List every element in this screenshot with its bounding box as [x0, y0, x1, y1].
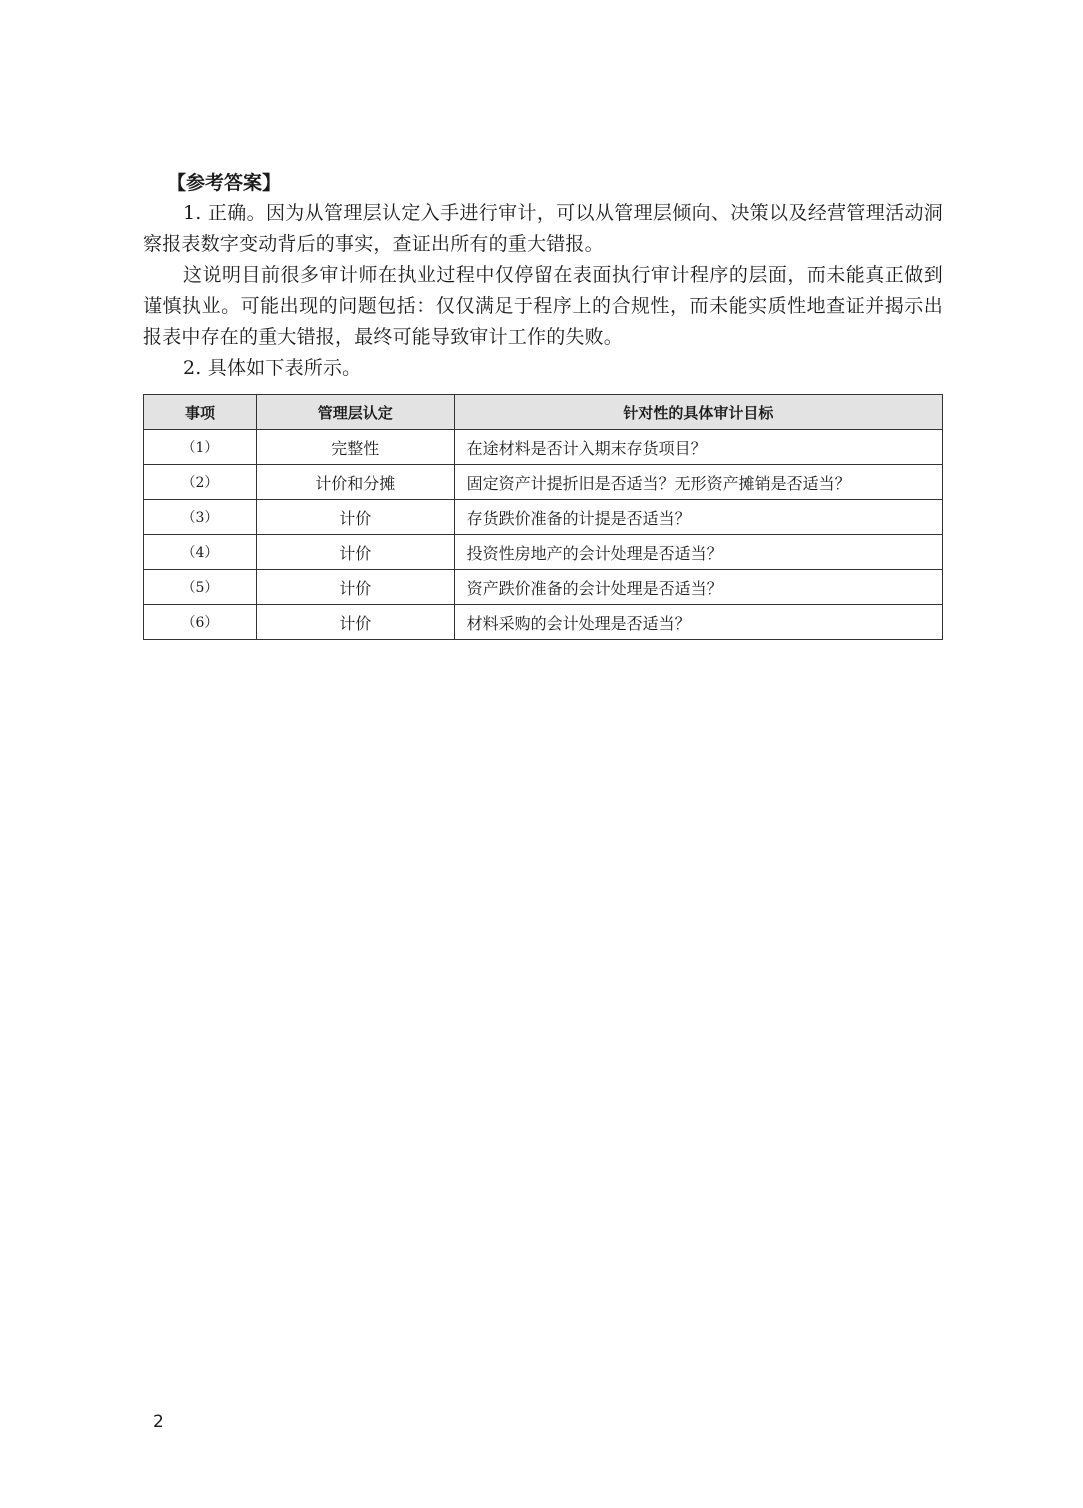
row-item: （1） [144, 430, 257, 465]
row-objective: 投资性房地产的会计处理是否适当？ [454, 535, 942, 570]
table-row [144, 535, 943, 570]
row-objective: 资产跌价准备的会计处理是否适当？ [454, 570, 942, 605]
row-objective: 在途材料是否计入期末存货项目？ [454, 430, 942, 465]
row-assertion: 计价 [256, 570, 454, 605]
row-assertion: 计价和分摊 [256, 465, 454, 500]
table-row [144, 570, 943, 605]
table-row [144, 500, 943, 535]
row-assertion: 计价 [256, 500, 454, 535]
row-item: （3） [144, 500, 257, 535]
row-item: （6） [144, 605, 257, 640]
row-objective: 材料采购的会计处理是否适当？ [454, 605, 942, 640]
header-objective: 针对性的具体审计目标 [454, 395, 942, 430]
paragraph-1: 1. 正确。因为从管理层认定入手进行审计，可以从管理层倾向、决策以及经营管理活动洞察报表数字变动背后的事实，查证出所有的重大错报。 [143, 202, 943, 255]
row-item: （4） [144, 535, 257, 570]
row-objective: 固定资产计提折旧是否适当？无形资产摊销是否适当？ [454, 465, 942, 500]
table-header-row [144, 395, 943, 430]
row-objective: 存货跌价准备的计提是否适当？ [454, 500, 942, 535]
table-row [144, 430, 943, 465]
answer-section [143, 168, 943, 640]
audit-objectives-table [143, 394, 943, 640]
row-item: （5） [144, 570, 257, 605]
row-item: （2） [144, 465, 257, 500]
row-assertion: 完整性 [256, 430, 454, 465]
page-number: 2 [153, 1412, 164, 1432]
header-item: 事项 [144, 395, 257, 430]
header-assertion: 管理层认定 [256, 395, 454, 430]
table-row [144, 605, 943, 640]
section-heading: 【参考答案】 [167, 172, 282, 194]
row-assertion: 计价 [256, 535, 454, 570]
table-row [144, 465, 943, 500]
paragraph-3: 2. 具体如下表所示。 [183, 357, 362, 379]
row-assertion: 计价 [256, 605, 454, 640]
paragraph-2: 这说明目前很多审计师在执业过程中仅停留在表面执行审计程序的层面，而未能真正做到谨慎执业。可能出现的问题包括：仅仅满足于程序上的合规性，而未能实质性地查证并揭示出报表中存在的重大错报，最终可能导致审计工作的失败。 [143, 264, 943, 348]
